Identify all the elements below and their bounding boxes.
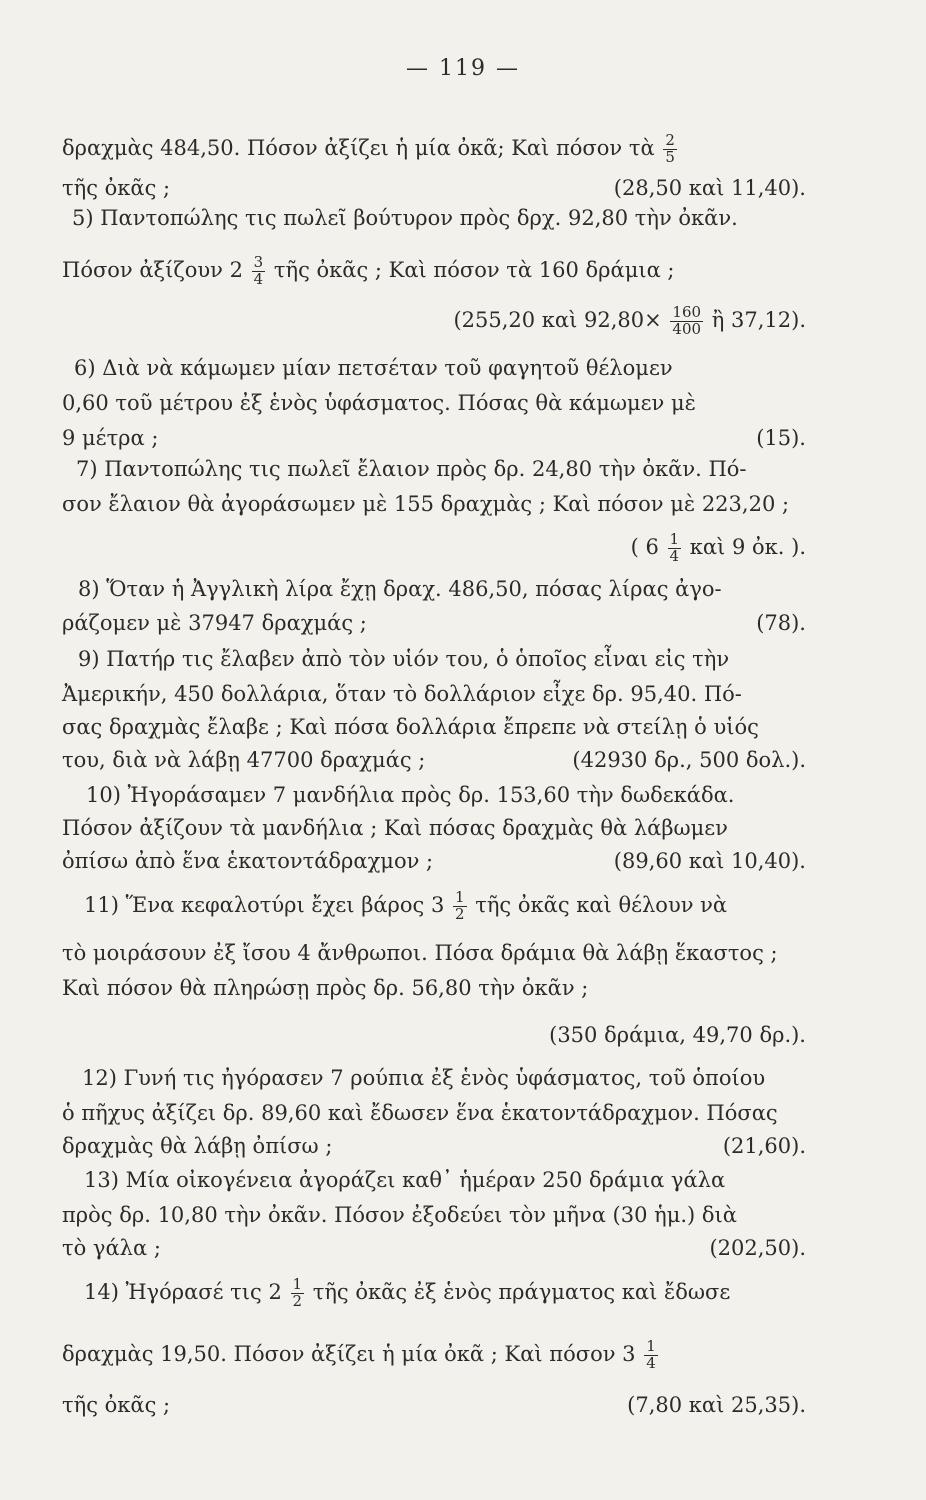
fraction [644,1339,658,1372]
text-line [62,393,806,414]
text-line [62,579,806,600]
text-line [62,785,806,806]
fraction-denominator: 5 [665,147,675,166]
line-text: 9) Πατήρ τις ἔλαβεν ἀπὸ τὸν υἱόν του, ὁ ὁποῖος εἶναι εἰς τὴν [78,647,730,671]
text-line [62,208,806,229]
fraction [453,890,467,923]
fraction [252,255,266,288]
text-line [62,818,806,839]
line-text: τῆς ὀκᾶς ; [62,176,171,200]
text-line [62,1068,806,1089]
line-text: του, διὰ νὰ λάβῃ 47700 δραχμάς ; [62,748,426,772]
answer-text: (15). [756,426,806,450]
text-line [62,750,806,771]
line-text: Καὶ πόσον θὰ πληρώσῃ πρὸς δρ. 56,80 τὴν ὀκᾶν ; [62,976,589,1000]
fraction-numerator: 2 [665,131,675,149]
fraction-denominator: 2 [292,1291,303,1310]
text-line [62,1205,806,1226]
line-text: σον ἔλαιον θὰ ἀγοράσωμεν μὲ 155 δραχμὰς ; Καὶ πόσον μὲ 223,20 ; [62,492,790,516]
answer-text: (21,60). [722,1134,806,1158]
text-line [62,305,806,338]
answer-text: (7,80 καὶ 25,35). [627,1393,806,1417]
answer-text: (28,50 καὶ 11,40). [613,176,806,200]
fraction-numerator: 1 [669,530,680,548]
fraction-numerator: 3 [253,253,264,271]
text-line [62,255,806,288]
line-text: 11) Ἕνα κεφαλοτύρι ἔχει βάρος 3 [84,892,445,917]
text-line [62,1238,806,1259]
fraction-numerator: 1 [455,888,465,906]
text-line [62,1103,806,1124]
answer-text: καὶ 9 ὀκ. ). [689,534,806,559]
text-line [62,684,806,705]
text-line [62,851,806,872]
line-text: Πόσον ἀξίζουν 2 [62,257,243,282]
line-text: 13) Μία οἰκογένεια ἀγοράζει καθ᾽ ἡμέραν 250 δράμια γάλα [84,1168,726,1192]
line-text: 14) Ἠγόρασέ τις 2 [84,1279,282,1304]
answer-text: (42930 δρ., 500 δολ.). [572,748,806,772]
fraction [663,133,677,166]
line-text: ὁ πῆχυς ἀξίζει δρ. 89,60 καὶ ἔδωσεν ἕνα ἑκατοντάδραχμον. Πόσας [62,1101,778,1125]
page-number: — 119 — [406,56,520,81]
answer-text: ( 6 [630,534,659,559]
line-text: 5) Παντοπώλης τις πωλεῖ βούτυρον πρὸς δρχ. 92,80 τὴν ὀκᾶν. [72,206,738,230]
line-text: σας δραχμὰς ἔλαβε ; Καὶ πόσα δολλάρια ἔπρεπε νὰ στείλῃ ὁ υἱός [62,715,759,739]
line-text: 12) Γυνή τις ἠγόρασεν 7 ρούπια ἐξ ἑνὸς ὑφάσματος, τοῦ ὁποίου [82,1066,766,1090]
fraction-numerator: 160 [672,303,702,321]
line-text: 6) Διὰ νὰ κάμωμεν μίαν πετσέταν τοῦ φαγητοῦ θέλομεν [74,356,673,380]
line-text: τῆς ὀκᾶς ; [62,1393,171,1417]
text-line [62,717,806,738]
line-text: ράζομεν μὲ 37947 δραχμάς ; [62,611,367,635]
text-line [62,613,806,634]
answer-text: (78). [756,611,806,635]
text-line [62,358,806,379]
line-text: 10) Ἠγοράσαμεν 7 μανδήλια πρὸς δρ. 153,60 τὴν δωδεκάδα. [86,783,735,807]
fraction-denominator: 4 [253,269,264,288]
line-text: τῆς ὀκᾶς καὶ θέλουν νὰ [475,892,728,917]
line-text: τὸ γάλα ; [62,1236,161,1260]
text-line [62,649,806,670]
text-line [62,428,806,449]
line-text: τὸ μοιράσουν ἐξ ἴσου 4 ἄνθρωποι. Πόσα δράμια θὰ λάβῃ ἕκαστος ; [62,941,778,965]
answer-text: (255,20 καὶ 92,80× [453,307,662,332]
line-text: δραχμὰς 484,50. Πόσον ἀξίζει ἡ μία ὀκᾶ; Καὶ πόσον τὰ [62,135,655,160]
line-text: Πόσον ἀξίζουν τὰ μανδήλια ; Καὶ πόσας δραχμὰς θὰ λάβωμεν [62,816,728,840]
answer-text: ἢ 37,12). [711,307,806,332]
answer-text: (89,60 καὶ 10,40). [613,849,806,873]
fraction [291,1277,305,1310]
text-line [62,890,806,923]
answer-text: (202,50). [709,1236,806,1260]
line-text: τῆς ὀκᾶς ἐξ ἑνὸς πράγματος καὶ ἔδωσε [312,1279,731,1304]
line-text: ὀπίσω ἀπὸ ἕνα ἑκατοντάδραχμον ; [62,849,434,873]
line-text: 8) Ὅταν ἡ Ἀγγλικὴ λίρα ἔχῃ δραχ. 486,50, πόσας λίρας ἀγο- [78,577,722,601]
fraction-denominator: 2 [455,904,465,923]
fraction-numerator: 1 [292,1275,303,1293]
text-line [62,494,806,515]
text-line [62,1025,806,1046]
fraction [668,532,682,565]
line-text: 9 μέτρα ; [62,426,159,450]
text-line [62,1136,806,1157]
text-line [62,459,806,480]
line-text: 7) Παντοπώλης τις πωλεῖ ἔλαιον πρὸς δρ. 24,80 τὴν ὀκᾶν. Πό- [76,457,747,481]
text-line [62,1170,806,1191]
fraction-denominator: 400 [672,319,702,338]
line-text: Ἀμερικήν, 450 δολλάρια, ὅταν τὸ δολλάριον εἶχε δρ. 95,40. Πό- [62,682,742,706]
fraction-denominator: 4 [669,546,680,565]
line-text: δραχμὰς 19,50. Πόσον ἀξίζει ἡ μία ὀκᾶ ; Καὶ πόσον 3 [62,1341,636,1366]
line-text: πρὸς δρ. 10,80 τὴν ὀκᾶν. Πόσον ἐξοδεύει τὸν μῆνα (30 ἡμ.) διὰ [62,1203,737,1227]
text-line [62,532,806,565]
line-text: 0,60 τοῦ μέτρου ἐξ ἑνὸς ὑφάσματος. Πόσας θὰ κάμωμεν μὲ [62,391,696,415]
answer-text: (350 δράμια, 49,70 δρ.). [549,1023,806,1047]
line-text: τῆς ὀκᾶς ; Καὶ πόσον τὰ 160 δράμια ; [273,257,675,282]
text-line [62,1277,806,1310]
text-line [62,133,806,166]
text-line [62,943,806,964]
text-line [62,978,806,999]
fraction [670,305,703,338]
text-line [62,1339,806,1372]
text-line [62,178,806,199]
text-line [62,1395,806,1416]
fraction-numerator: 1 [646,1337,656,1355]
line-text: δραχμὰς θὰ λάβῃ ὀπίσω ; [62,1134,333,1158]
fraction-denominator: 4 [646,1353,656,1372]
